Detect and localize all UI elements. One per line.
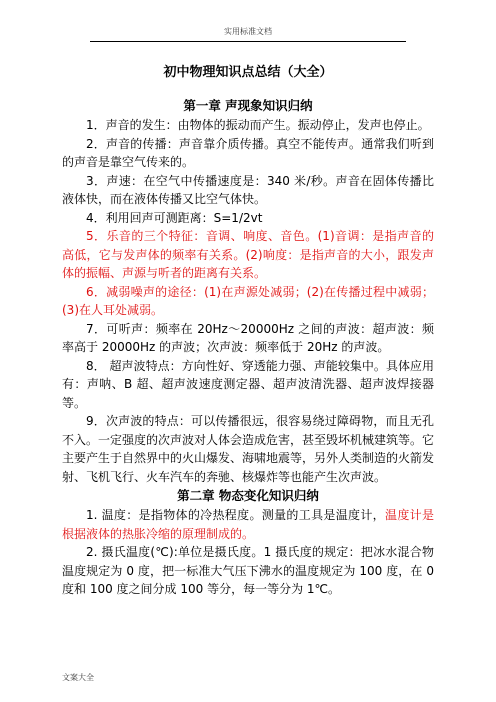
thermometer-principle: 温度计是根据液体的热胀冷缩的原理制成的。 [62, 508, 434, 541]
paragraph-sound-origin: 1．声音的发生：由物体的振动而产生。振动停止，发声也停止。 [86, 118, 430, 132]
page-header: 实用标准文档 [90, 26, 406, 42]
paragraph-audible-sound: 7．可听声：频率在 20Hz～20000Hz 之间的声波：超声波：频率高于 20000Hz 的声波；次声波：频率低于 20Hz 的声波。 [62, 321, 434, 354]
paragraph-ultrasound: 8． 超声波特点：方向性好、穿透能力强、声能较集中。具体应用有：声呐、B 超、超声波速度测定器、超声波清洗器、超声波焊接器等。 [62, 358, 434, 410]
paragraph-temperature [62, 506, 434, 543]
paragraph-celsius: 2. 摄氏温度(℃):单位是摄氏度。1 摄氏度的规定：把冰水混合物温度规定为 0 度，把一标准大气压下沸水的温度规定为 100 度，在 0 度和 100 度之间分成 100 等分，每一等分为 1℃。 [62, 545, 434, 596]
temperature-definition: 1. 温度：是指物体的冷热程度。测量的工具是温度计， [86, 508, 386, 522]
document-title: 初中物理知识点总结（大全） [163, 65, 333, 80]
paragraph-echo-distance: 4．利用回声可测距离：S=1/2vt [86, 210, 263, 225]
paragraph-sound-speed: 3．声速：在空气中传播速度是：340 米/秒。声音在固体传播比液体快，而在液体传播又比空气体快。 [62, 173, 434, 206]
page-footer: 文案大全 [62, 673, 94, 682]
paragraph-musical-sound-features: 5．乐音的三个特征：音调、响度、音色。(1)音调：是指声音的高低，它与发声体的频率有关系。(2)响度：是指声音的大小，跟发声体的振幅、声源与听者的距离有关系。 [62, 229, 434, 280]
document-body [62, 62, 434, 599]
paragraph-infrasound: 9．次声波的特点：可以传播很远，很容易绕过障碍物，而且无孔不入。一定强度的次声波对人体会造成危害，甚至毁坏机械建筑等。它主要产生于自然界中的火山爆发、海啸地震等，另外人类制造的火箭发射、飞机飞行、火车汽车的奔驰、核爆炸等也能产生次声波。 [62, 414, 435, 484]
chapter-1-heading: 第一章 声现象知识归纳 [183, 98, 313, 113]
chapter-2-heading: 第二章 物态变化知识归纳 [177, 488, 319, 503]
paragraph-sound-propagation: 2．声音的传播：声音靠介质传播。真空不能传声。通常我们听到的声音是靠空气传来的。 [62, 136, 434, 169]
paragraph-noise-reduction: 6．减弱噪声的途径：(1)在声源处减弱；(2)在传播过程中减弱；(3)在人耳处减弱。 [62, 284, 434, 317]
